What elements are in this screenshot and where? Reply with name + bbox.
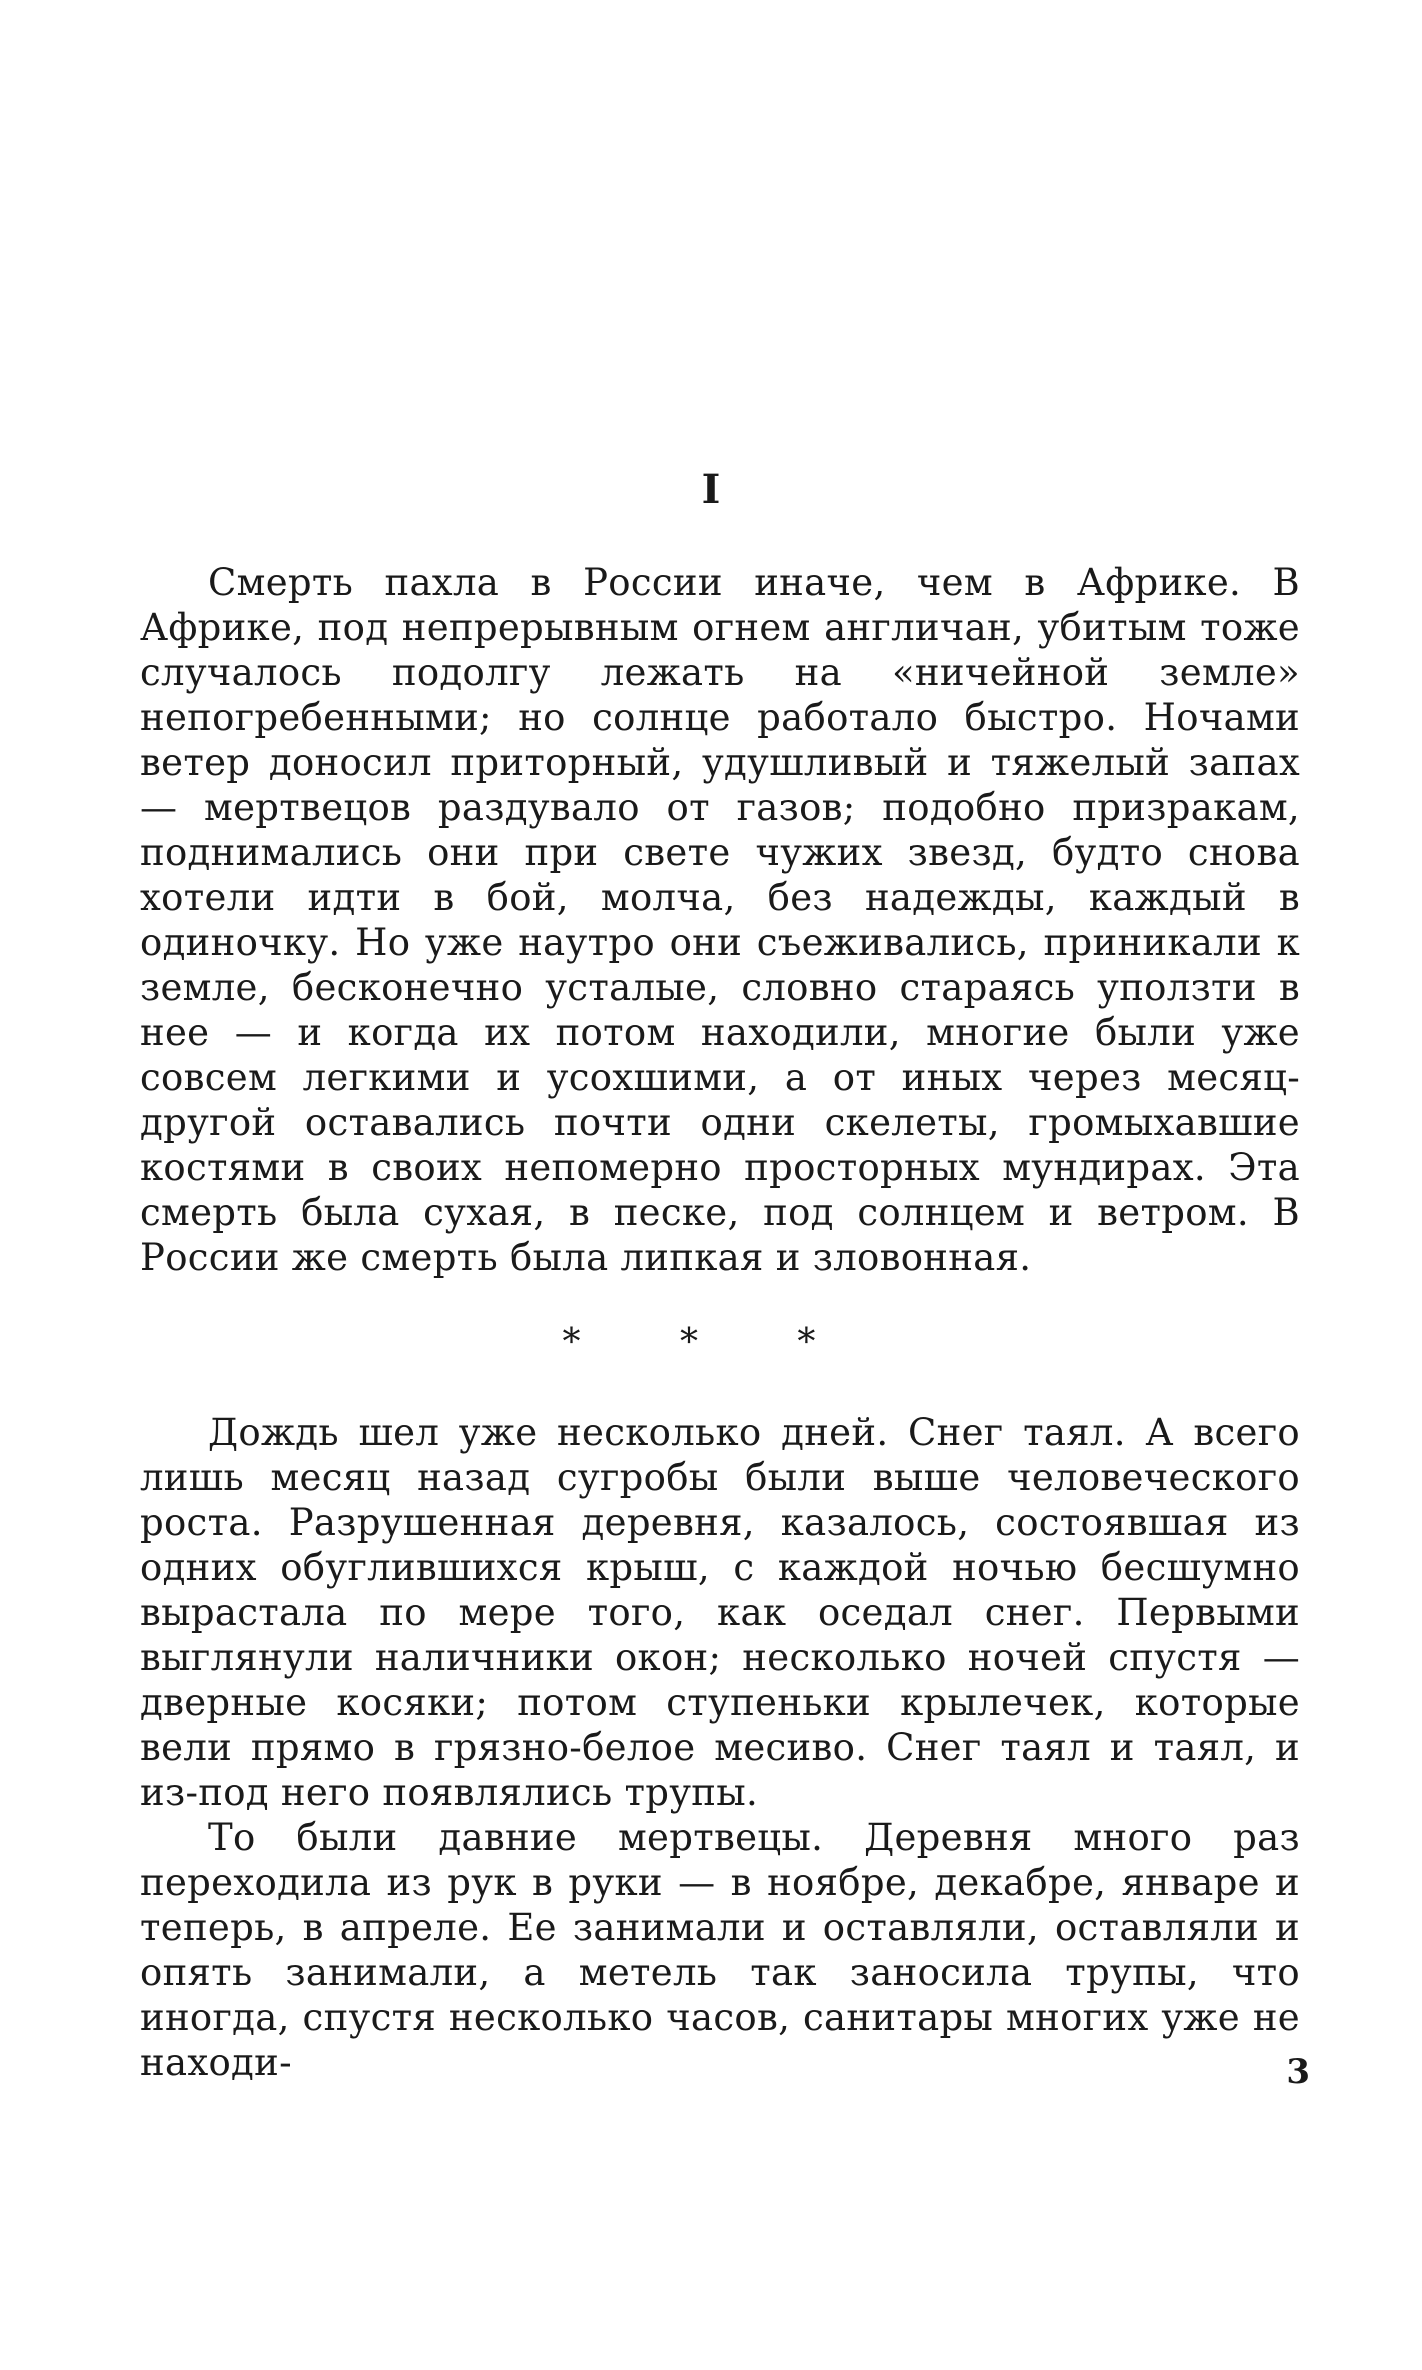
paragraph: Дождь шел уже несколько дней. Снег таял. А всего лишь месяц назад сугробы были выше человеческого роста. Разрушенная деревня, казалось, состоявшая из одних обуглившихся крыш, с каждой ночью бесшумно вырастала по мере того, как оседал снег. Первыми выглянули наличники окон; несколько ночей спустя — дверные косяки; потом ступеньки крылечек, которые вели прямо в грязно-белое месиво. Снег таял и таял, и из-под него появлялись трупы. — [140, 1411, 1300, 1814]
section-one-text — [140, 560, 1300, 1280]
paragraph: То были давние мертвецы. Деревня много раз переходила из рук в руки — в ноябре, декабре, январе и теперь, в апреле. Ее занимали и оставляли, оставляли и опять занимали, а метель так заносила трупы, что иногда, спустя несколько часов, санитары многих уже не находи- — [140, 1816, 1300, 2084]
section-two-text — [140, 1410, 1300, 2085]
chapter-number: I — [701, 466, 721, 513]
paragraph: Смерть пахла в России иначе, чем в Африке. В Африке, под непрерывным огнем англичан, убитым тоже случалось подолгу лежать на «ничейной земле» непогребенными; но солнце работало быстро. Ночами ветер доносил приторный, удушливый и тяжелый запах — мертвецов раздувало от газов; подобно призракам, поднимались они при свете чужих звезд, будто снова хотели идти в бой, молча, без надежды, каждый в одиночку. Но уже наутро они съеживались, приникали к земле, бесконечно усталые, словно стараясь уползти в нее — и когда их потом находили, многие были уже совсем легкими и усохшими, а от иных через месяц-другой оставались почти одни скелеты, громыхавшие костями в своих непомерно просторных мундирах. Эта смерть была сухая, в песке, под солнцем и ветром. В России же смерть была липкая и зловонная. — [140, 561, 1300, 1279]
page-number: 3 — [1286, 2052, 1310, 2092]
section-separator: * * * — [562, 1322, 860, 1363]
